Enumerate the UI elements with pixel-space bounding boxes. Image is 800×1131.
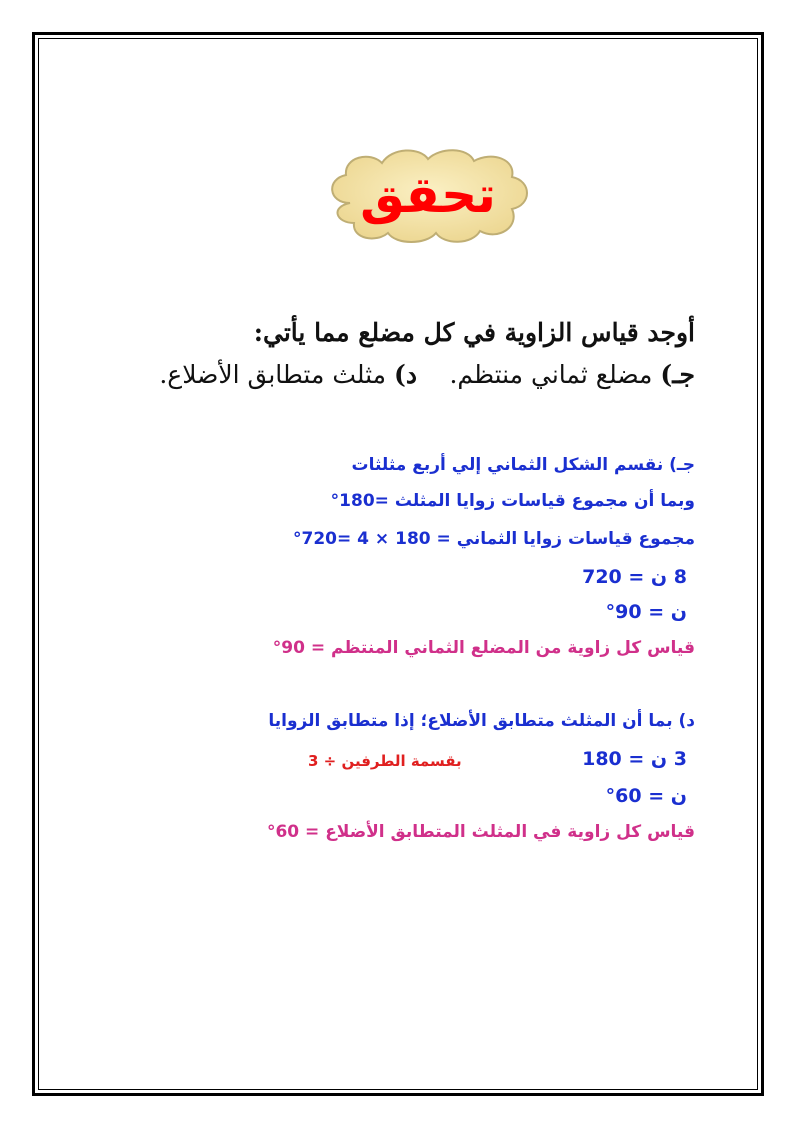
question-prompt: أوجد قياس الزاوية في كل مضلع مما يأتي:: [253, 318, 695, 347]
solution-d-line-1: د) بما أن المثلث متطابق الأضلاع؛ إذا متطابق الزوايا: [268, 711, 695, 731]
solution-c-line-1: جـ) نقسم الشكل الثماني إلي أربع مثلثات: [351, 455, 695, 475]
option-c-label: جـ): [660, 360, 695, 389]
solution-d-line-2: 3 ن = 180: [582, 748, 687, 770]
page-title: تحقق: [360, 166, 496, 224]
option-d: [159, 360, 417, 389]
option-d-text: مثلث متطابق الأضلاع.: [159, 360, 387, 389]
option-c: [449, 360, 695, 389]
option-c-text: مضلع ثماني منتظم.: [449, 360, 653, 389]
solution-c-result: قياس كل زاوية من المضلع الثماني المنتظم = 90°: [272, 638, 695, 658]
solution-d-line-3: ن = 60°: [605, 785, 687, 807]
division-note: بقسمة الطرفين ÷ 3: [308, 752, 462, 770]
solution-c-line-2: وبما أن مجموع قياسات زوايا المثلث =180°: [330, 491, 695, 511]
option-d-label: د): [394, 360, 417, 389]
solution-c-line-5: ن = 90°: [605, 601, 687, 623]
solution-c-line-3: مجموع قياسات زوايا الثماني = 180 × 4 =720°: [293, 529, 695, 549]
solution-d-result: قياس كل زاوية في المثلث المتطابق الأضلاع = 60°: [266, 822, 695, 842]
solution-c-line-4: 8 ن = 720: [582, 566, 687, 588]
